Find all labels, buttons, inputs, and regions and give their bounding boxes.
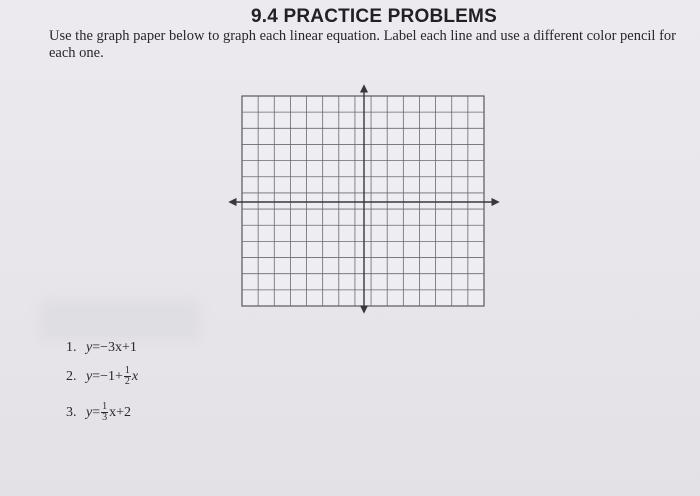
equals-sign: = (92, 340, 101, 355)
fraction-numerator: 1 (102, 401, 108, 412)
equation-lhs: y (86, 368, 93, 384)
equals-sign: = (92, 368, 101, 384)
page-title: 9.4 PRACTICE PROBLEMS (251, 6, 497, 27)
instructions-text: Use the graph paper below to graph each linear equation. Label each line and use a different color pencil for each one. (49, 28, 676, 61)
problem-1 (66, 340, 137, 356)
equals-sign: = (92, 404, 101, 420)
equation-rhs: −3x+1 (100, 340, 137, 355)
fraction-numerator: 1 (124, 365, 130, 376)
equation-lhs: y (86, 404, 93, 420)
fraction (101, 402, 108, 423)
equation (86, 340, 137, 356)
grid-lines (242, 96, 484, 306)
equation-post: x (131, 368, 139, 384)
equation (86, 366, 138, 387)
problem-number: 3. (66, 404, 77, 420)
equation-pre: −1+ (100, 368, 123, 384)
problem-2 (66, 366, 138, 387)
graph-paper (228, 84, 504, 316)
problem-number: 1. (66, 340, 77, 355)
problem-3 (66, 402, 131, 423)
equation-post: x+2 (109, 404, 132, 420)
fraction-denominator: 2 (124, 376, 130, 387)
fraction (124, 366, 131, 387)
problem-number: 2. (66, 368, 77, 384)
fraction-denominator: 3 (102, 412, 108, 423)
equation-lhs: y (86, 340, 93, 355)
faded-bleed-through (40, 300, 200, 340)
grid-border (242, 96, 484, 306)
equation (86, 402, 131, 423)
